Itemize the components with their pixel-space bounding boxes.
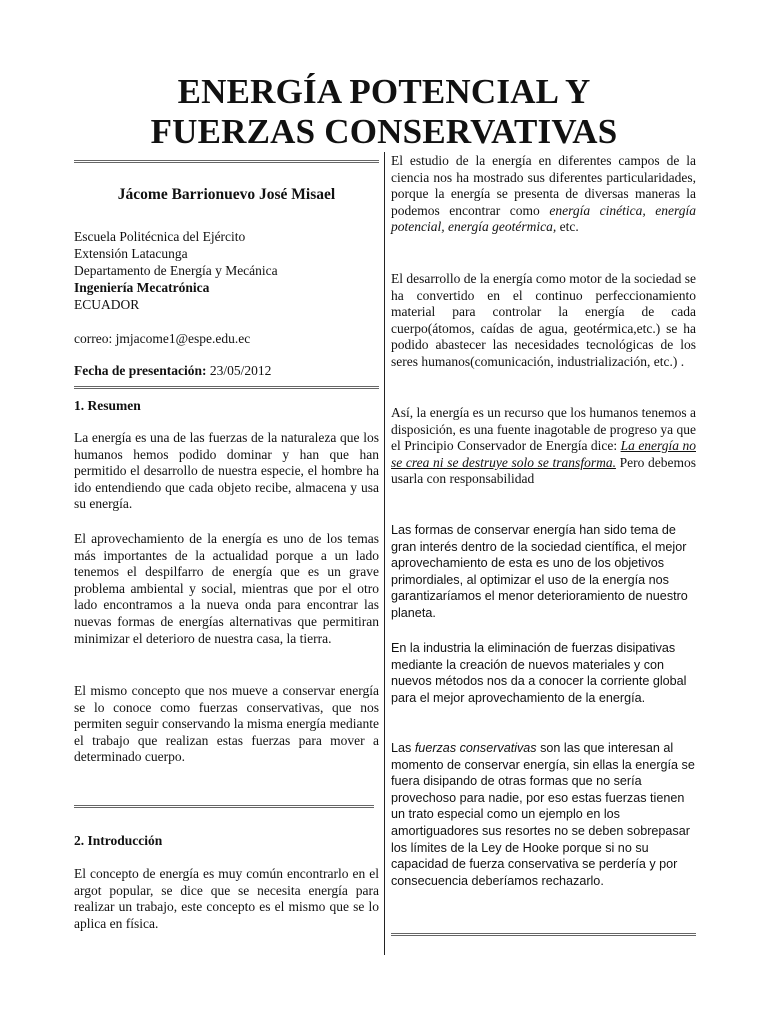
right-paragraph-6 <box>391 740 696 889</box>
affiliation-school: Escuela Politécnica del Ejército <box>74 229 246 244</box>
right-paragraph-4: Las formas de conservar energía han sido tema de gran interés dentro de la sociedad científica, el mejor aprovechamiento de esta es uno de los objetivos primordiales, al optimizar el uso de la energía nos garantizaríamos el menor deterioramiento de nuestro planeta. <box>391 523 688 620</box>
rule-right-bottom <box>391 933 696 936</box>
affiliation-country: ECUADOR <box>74 297 140 312</box>
right-p6-start: Las <box>391 741 415 755</box>
affiliation-program: Ingeniería Mecatrónica <box>74 280 210 295</box>
rule-under-title <box>74 160 379 163</box>
affiliation-department: Departamento de Energía y Mecánica <box>74 263 278 278</box>
right-p1-end: etc. <box>556 219 579 235</box>
right-p3-text: Así, la energía es un recurso que los humanos tenemos a disposición, es una fuente inagotable de progreso ya que el Principio Conservador de Energía dice: <box>391 405 696 454</box>
rule-above-introduccion <box>74 805 374 808</box>
author-email: correo: jmjacome1@espe.edu.ec <box>74 331 251 346</box>
title-line-1: ENERGÍA POTENCIAL Y <box>177 72 591 111</box>
right-paragraph-2: El desarrollo de la energía como motor de la sociedad se ha convertido en el continuo perfeccionamiento material para controlar la energía de cada cuerpo(átomos, caídas de agua, geotérmica,etc.) se ha podido abastecer las necesidades tecnológicas de los seres humanos(comunicación, industrialización, etc.) . <box>391 271 696 369</box>
section-heading-introduccion: 2. Introducción <box>74 833 163 848</box>
section-heading-resumen: 1. Resumen <box>74 398 141 413</box>
title-line-2: FUERZAS CONSERVATIVAS <box>150 112 618 151</box>
date-value: 23/05/2012 <box>206 363 272 378</box>
author-name: Jácome Barrionuevo José Misael <box>117 186 336 203</box>
introduccion-paragraph-1: El concepto de energía es muy común encontrarlo en el argot popular, se dice que se necesita energía para realizar un trabajo, este concepto es el mismo que se lo aplica en física. <box>74 866 379 931</box>
resumen-paragraph-2: El aprovechamiento de la energía es uno de los temas más importantes de la actualidad porque a un lado tenemos el despilfarro de energía que es un grave problema ambiental y social, mientras que por el otro lado encontramos a la nueva onda para encontrar las nuevas formas de energías alternativas que permitiran minimizar el deterioro de nuestra casa, la tierra. <box>74 531 379 646</box>
right-p3-quote: La energía no se crea ni se destruye solo se transforma. <box>391 438 696 470</box>
right-p6-italic: fuerzas conservativas <box>414 741 537 755</box>
rule-above-resumen <box>74 386 379 389</box>
date-label: Fecha de presentación: <box>74 363 207 378</box>
resumen-paragraph-1: La energía es una de las fuerzas de la naturaleza que los humanos hemos podido dominar y han que han permitido el desarrollo de nuestra especie, el hombre ha ido entendiendo que cada objeto recibe, almacena y usa su energía. <box>74 430 379 512</box>
affiliation-block <box>74 228 379 313</box>
right-paragraph-5: En la industria la eliminación de fuerzas disipativas mediante la creación de nuevos materiales y con nuevos métodos nos da a conocer la corriente global para el mejor aprovechamiento de la energía. <box>391 641 687 705</box>
right-paragraph-3 <box>391 405 696 488</box>
right-p1-text: El estudio de la energía en diferentes campos de la ciencia nos ha mostrado sus diferentes particularidades, porque la energía se presenta de diversas maneras la podemos encontrar como <box>391 153 696 218</box>
presentation-date <box>74 363 271 379</box>
affiliation-campus: Extensión Latacunga <box>74 246 188 261</box>
resumen-paragraph-3: El mismo concepto que nos mueve a conservar energía se lo conoce como fuerzas conservativas, que nos permiten seguir conservando la misma energía mediante el trabajo que realizan estas fuerzas para mover a determinado cuerpo. <box>74 683 379 765</box>
right-paragraph-1 <box>391 153 696 236</box>
right-p1-italic: energía cinética, energía potencial, energía geotérmica, <box>391 202 697 235</box>
paper-title <box>60 72 708 152</box>
right-p6-text: son las que interesan al momento de conservar energía, sin ellas la energía se fuera disipando de otras formas que no sería provechoso para nadie, por eso estas fuerzas tienen un trato especial como un ejemplo en los amortiguadores sus resortes no se deben sobrepasar los límites de la Ley de Hooke porque si no su capacidad de fuerza conservativa se perdería y por consecuencia deberíamos rechazarlo. <box>391 741 695 888</box>
column-divider <box>384 152 385 955</box>
right-p3-end: Pero debemos usarla con responsabilidad <box>391 454 696 487</box>
